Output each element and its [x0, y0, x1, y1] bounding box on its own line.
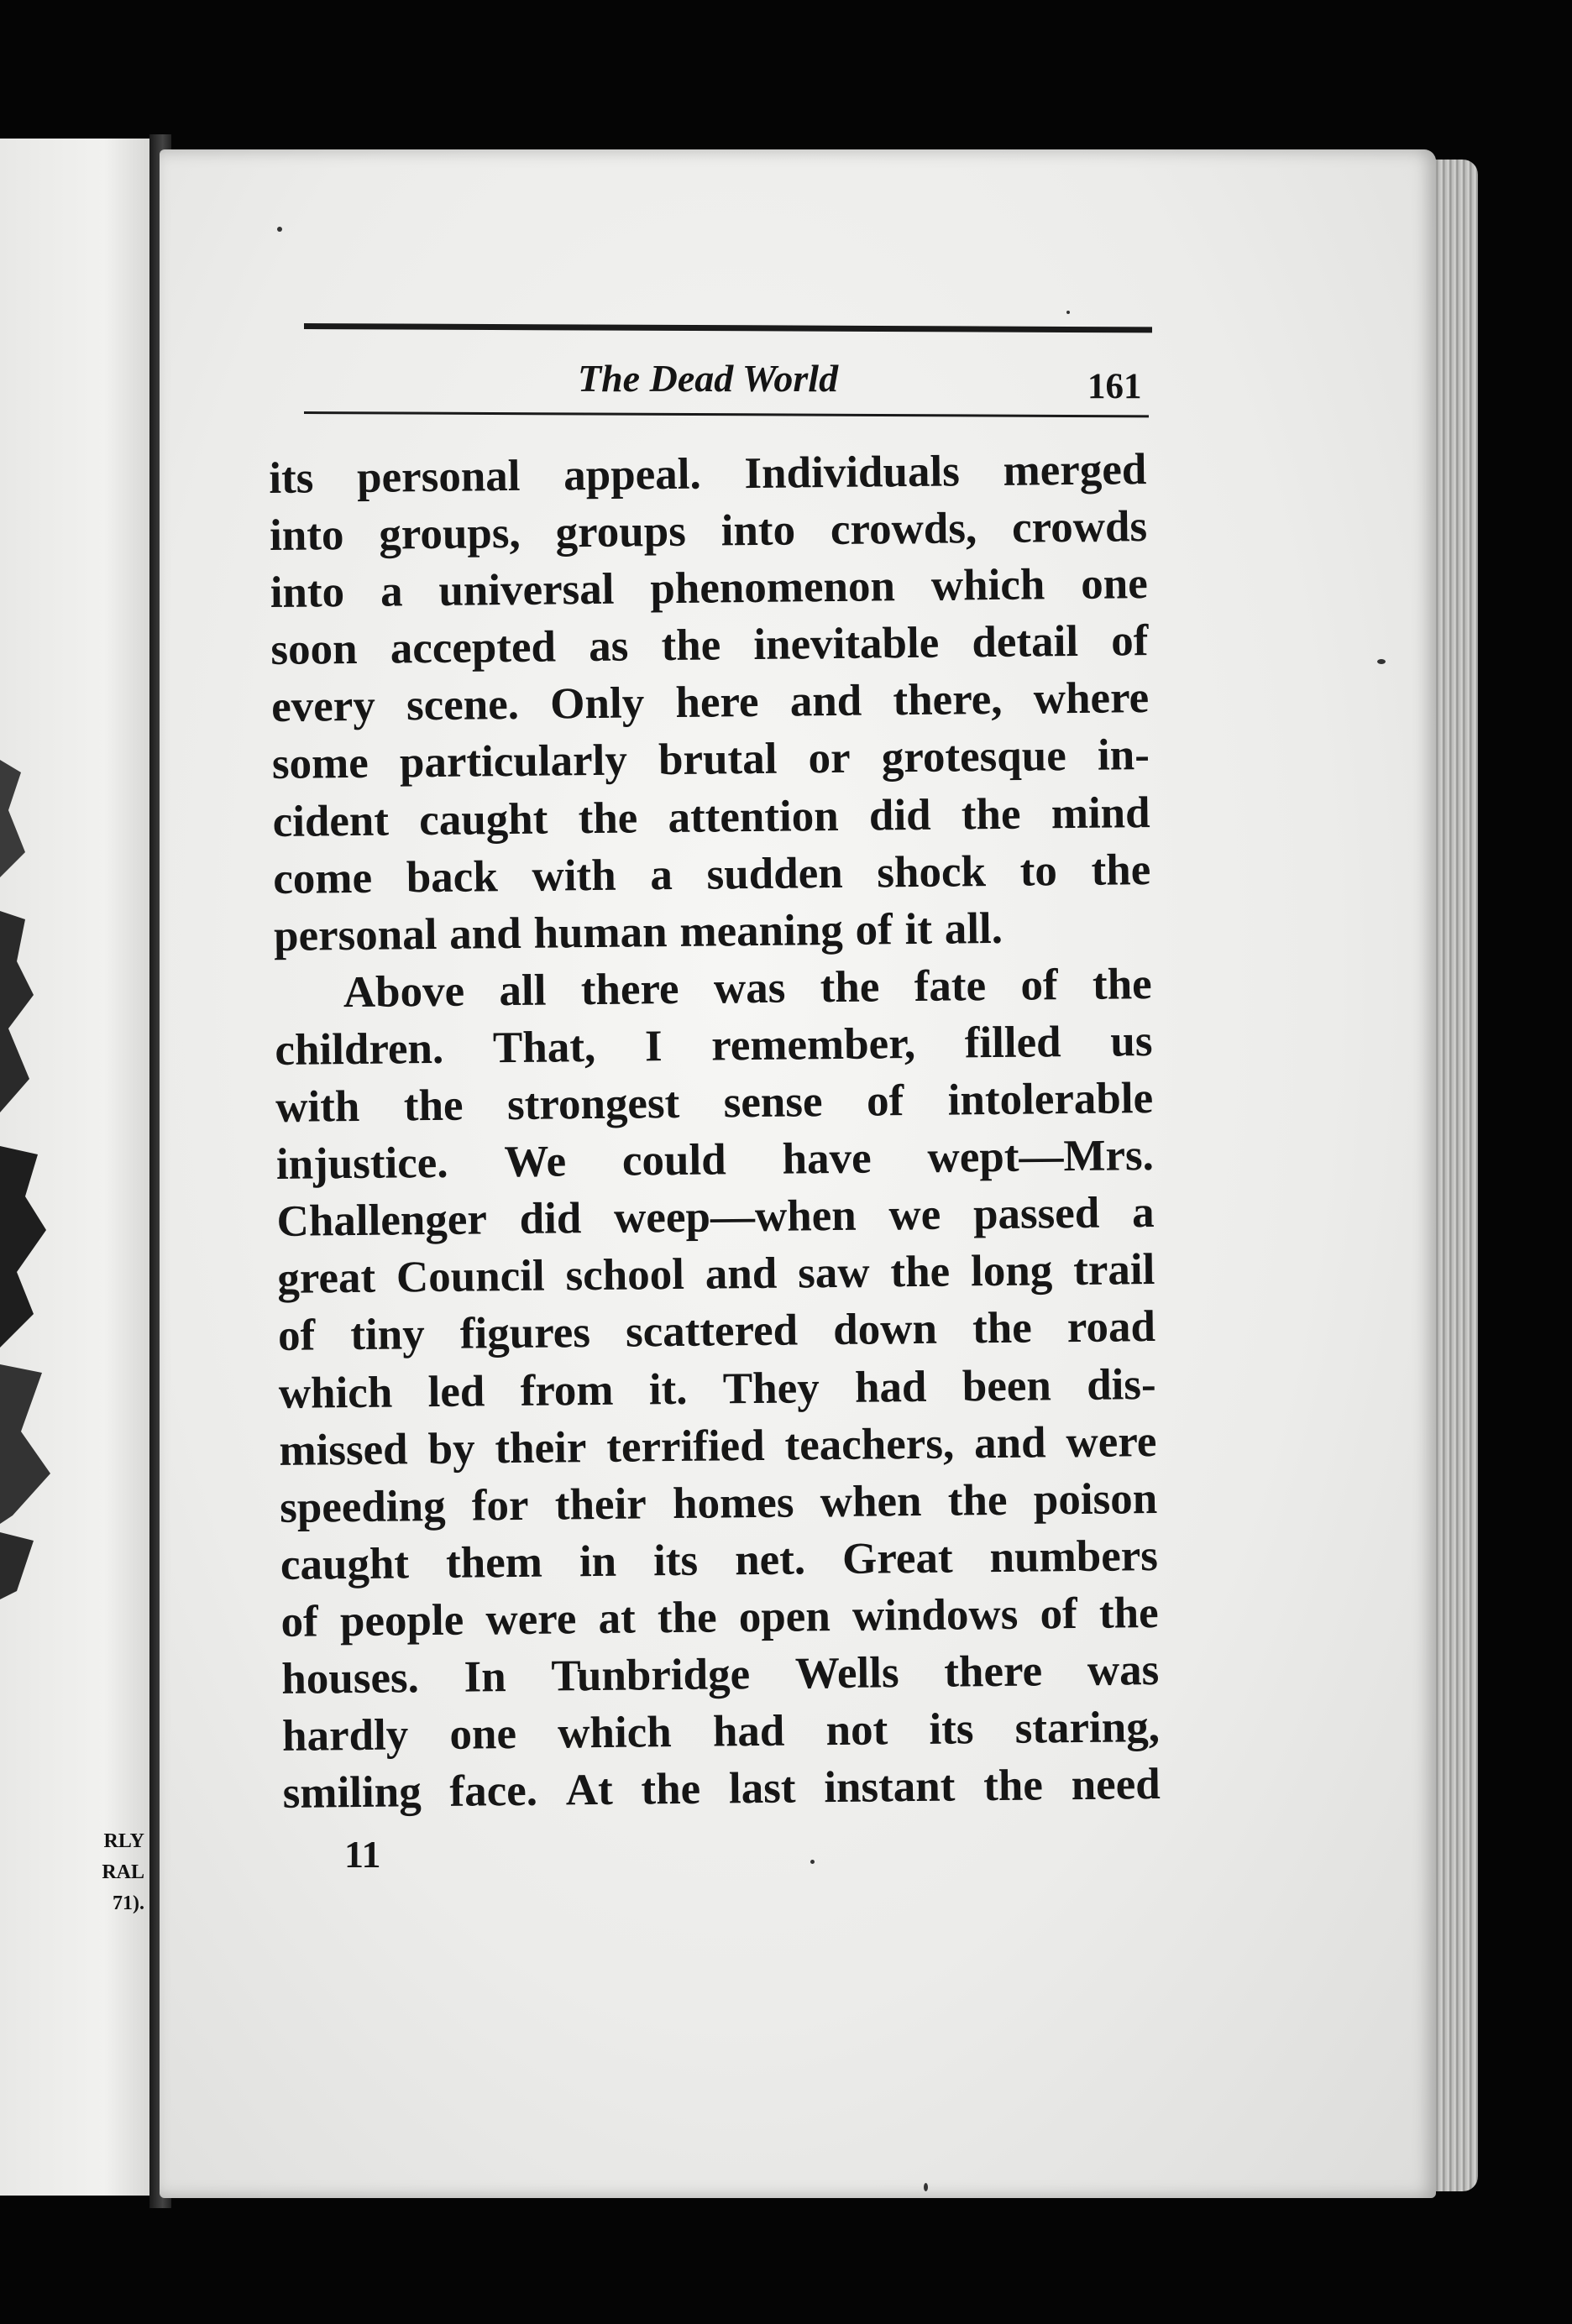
text-line	[273, 841, 1151, 908]
dust-speck	[1377, 659, 1386, 664]
word: Only	[549, 678, 645, 729]
running-title: The Dead World	[578, 357, 839, 400]
word: net.	[734, 1535, 806, 1585]
word: open	[738, 1591, 831, 1642]
word: children.	[275, 1023, 444, 1075]
word: there,	[893, 675, 1003, 725]
word: which	[278, 1368, 393, 1418]
word: with	[532, 851, 616, 901]
dust-speck	[1066, 311, 1070, 314]
text-line	[271, 669, 1150, 735]
word: down	[832, 1305, 938, 1355]
word: I	[644, 1022, 663, 1071]
word: its	[269, 453, 314, 503]
word: there	[580, 964, 679, 1014]
word: staring,	[1014, 1703, 1161, 1753]
text-line	[277, 1241, 1155, 1307]
word: injustice.	[275, 1138, 448, 1190]
text-line	[270, 498, 1148, 564]
word: Challenger	[276, 1195, 488, 1247]
word: of	[1110, 616, 1149, 666]
word: a	[650, 850, 673, 899]
word: a	[380, 567, 403, 616]
word: missed	[279, 1424, 408, 1475]
word: every	[270, 682, 376, 732]
word: some	[271, 739, 369, 789]
word: intolerable	[947, 1074, 1154, 1125]
word: groups	[555, 506, 687, 557]
word: with	[275, 1081, 360, 1132]
word: groups,	[379, 508, 521, 559]
word: the	[657, 1593, 717, 1643]
word: a	[1131, 1188, 1155, 1238]
word: of	[1020, 960, 1058, 1010]
text-line	[280, 1470, 1158, 1536]
word: We	[504, 1137, 567, 1187]
word: their	[495, 1422, 587, 1473]
word: merged	[1003, 445, 1147, 495]
word: it.	[648, 1364, 688, 1414]
text-line	[278, 1355, 1156, 1421]
word: the	[1091, 845, 1151, 895]
word: the	[961, 789, 1021, 839]
text-line	[275, 1070, 1154, 1136]
word: detail	[972, 617, 1079, 667]
word: scene.	[406, 680, 520, 730]
word: strongest	[506, 1078, 680, 1130]
word: great	[277, 1254, 376, 1304]
word: had	[854, 1362, 927, 1412]
word: filled	[964, 1018, 1061, 1068]
word: of	[855, 905, 893, 955]
word: Above	[343, 966, 465, 1017]
word: meaning	[679, 905, 844, 956]
word: tiny	[350, 1310, 426, 1360]
word: the	[820, 962, 880, 1013]
page-number: 161	[1087, 367, 1142, 406]
word: particularly	[399, 736, 628, 788]
word: the	[947, 1475, 1008, 1526]
word: of	[277, 1311, 316, 1361]
word: sudden	[706, 848, 843, 899]
word: inevitable	[753, 618, 940, 670]
word: have	[782, 1133, 872, 1184]
word: appeal.	[563, 449, 702, 500]
text-line	[280, 1527, 1159, 1594]
word: were	[485, 1594, 577, 1645]
word: to	[1019, 845, 1058, 896]
word: brutal	[658, 735, 778, 785]
dust-speck	[277, 227, 282, 232]
word: and	[705, 1249, 778, 1299]
word: could	[621, 1135, 726, 1186]
word: caught	[418, 794, 548, 845]
left-facing-page	[0, 139, 155, 2196]
dust-speck	[924, 2183, 928, 2191]
word: Council	[396, 1251, 545, 1302]
word: homes	[672, 1478, 794, 1528]
text-line	[280, 1584, 1159, 1651]
body-text	[269, 441, 1161, 1822]
word: into	[720, 505, 796, 556]
word: in	[579, 1536, 617, 1586]
word: of	[866, 1076, 904, 1126]
word: by	[427, 1424, 475, 1473]
word: was	[713, 963, 786, 1013]
word: hardly	[281, 1710, 409, 1761]
left-caption-line: RAL	[102, 1861, 144, 1883]
signature-mark: 11	[344, 1833, 381, 1876]
word: and	[789, 676, 862, 726]
word: attention	[668, 791, 839, 842]
word: and	[973, 1417, 1046, 1468]
word: for	[471, 1480, 529, 1531]
word: trail	[1072, 1245, 1155, 1295]
word: their	[554, 1479, 647, 1530]
word: its	[929, 1704, 974, 1754]
word: did	[519, 1194, 582, 1244]
word: and	[448, 908, 521, 959]
word: sense	[723, 1077, 823, 1128]
word: the	[641, 1764, 701, 1814]
word: people	[339, 1595, 464, 1646]
word: accepted	[390, 622, 557, 673]
text-line	[279, 1413, 1157, 1479]
word: soon	[270, 625, 358, 675]
word: which	[930, 560, 1045, 610]
word: teachers,	[784, 1419, 955, 1470]
word: last	[728, 1763, 796, 1814]
word: had	[712, 1706, 785, 1756]
word: speeding	[279, 1481, 446, 1532]
word: of	[1040, 1589, 1077, 1639]
word: shock	[877, 846, 987, 898]
word: the	[982, 1761, 1044, 1811]
word: led	[427, 1366, 485, 1416]
word: where	[1033, 673, 1150, 724]
word: us	[1110, 1016, 1153, 1066]
text-line	[270, 612, 1149, 678]
word: back	[406, 851, 499, 902]
word: scattered	[625, 1306, 799, 1358]
word: not	[825, 1705, 888, 1756]
text-line	[270, 555, 1148, 621]
word: of	[280, 1597, 319, 1646]
word: road	[1066, 1302, 1156, 1353]
word: the	[661, 620, 721, 671]
dust-speck	[810, 1860, 815, 1864]
word: all.	[944, 903, 1003, 954]
word: figures	[459, 1308, 591, 1359]
word: weep—when	[613, 1191, 857, 1243]
word: them	[445, 1537, 543, 1588]
paragraph	[269, 441, 1151, 965]
word: universal	[438, 564, 615, 616]
word: we	[888, 1190, 941, 1240]
word: into	[270, 568, 345, 618]
word: one	[449, 1709, 517, 1759]
text-line	[274, 955, 1152, 1022]
word: smiling	[282, 1767, 422, 1819]
word: Individuals	[744, 447, 961, 499]
word: personal	[356, 451, 521, 502]
word: windows	[852, 1589, 1019, 1641]
word: houses.	[281, 1653, 420, 1704]
word: fate	[914, 960, 987, 1011]
word: the	[972, 1303, 1033, 1353]
text-line	[276, 1184, 1155, 1250]
text-line	[282, 1756, 1161, 1822]
word: remember,	[710, 1018, 916, 1070]
word: grotesque	[881, 731, 1067, 783]
word: the	[1092, 959, 1152, 1009]
word: Wells	[794, 1648, 899, 1699]
word: the	[1098, 1588, 1159, 1638]
word: crowds,	[830, 504, 977, 555]
word: from	[520, 1365, 614, 1416]
word: wept—Mrs.	[927, 1131, 1155, 1182]
word: Great	[841, 1533, 953, 1583]
word: at	[598, 1594, 636, 1643]
word: when	[820, 1476, 922, 1526]
word: did	[868, 790, 931, 840]
word: there	[943, 1646, 1043, 1697]
word: instant	[823, 1761, 956, 1813]
word: the	[578, 793, 638, 843]
left-caption-line: RLY	[103, 1830, 144, 1852]
word: was	[1087, 1645, 1160, 1695]
word: were	[1066, 1416, 1157, 1467]
word: into	[269, 510, 344, 561]
text-line	[282, 1699, 1161, 1765]
word: one	[1080, 559, 1148, 610]
word: which	[557, 1708, 672, 1758]
word: the	[890, 1247, 951, 1297]
left-caption-line: 71).	[113, 1892, 144, 1914]
word: it	[904, 904, 933, 954]
word: here	[675, 678, 759, 728]
text-line	[269, 441, 1147, 507]
paragraph	[274, 955, 1161, 1822]
word: mind	[1051, 788, 1150, 838]
word: Tunbridge	[551, 1650, 751, 1701]
word: That,	[492, 1022, 596, 1073]
word: human	[533, 907, 668, 958]
text-line	[281, 1641, 1160, 1708]
word: or	[808, 734, 851, 783]
word: At	[565, 1765, 613, 1815]
word: the	[403, 1081, 464, 1131]
word: passed	[972, 1188, 1100, 1239]
word: need	[1071, 1760, 1161, 1810]
word: its	[652, 1536, 699, 1586]
word: dis-	[1086, 1359, 1156, 1410]
word: terrified	[605, 1421, 765, 1472]
word: come	[273, 853, 373, 903]
word: as	[588, 621, 629, 672]
word: saw	[797, 1248, 870, 1298]
word: personal	[273, 909, 438, 960]
left-page-caption-fragment	[102, 1826, 144, 1919]
word: They	[722, 1363, 820, 1413]
word: face.	[449, 1766, 538, 1816]
word: phenomenon	[650, 562, 896, 614]
word: been	[962, 1360, 1052, 1411]
text-line	[276, 1127, 1155, 1193]
left-page-illustration-fragment	[0, 760, 67, 1683]
word: school	[565, 1250, 685, 1301]
text-line	[272, 784, 1150, 851]
text-line	[272, 727, 1150, 793]
text-line	[275, 1013, 1153, 1079]
word: all	[499, 966, 547, 1016]
word: in-	[1097, 730, 1150, 781]
word: numbers	[989, 1531, 1159, 1582]
text-line	[278, 1298, 1156, 1364]
word: cident	[272, 796, 390, 846]
word: In	[464, 1652, 506, 1702]
word: long	[970, 1246, 1053, 1296]
text-line	[274, 898, 1152, 965]
word: poison	[1033, 1473, 1158, 1525]
word: crowds	[1011, 502, 1148, 552]
word: caught	[280, 1539, 410, 1589]
